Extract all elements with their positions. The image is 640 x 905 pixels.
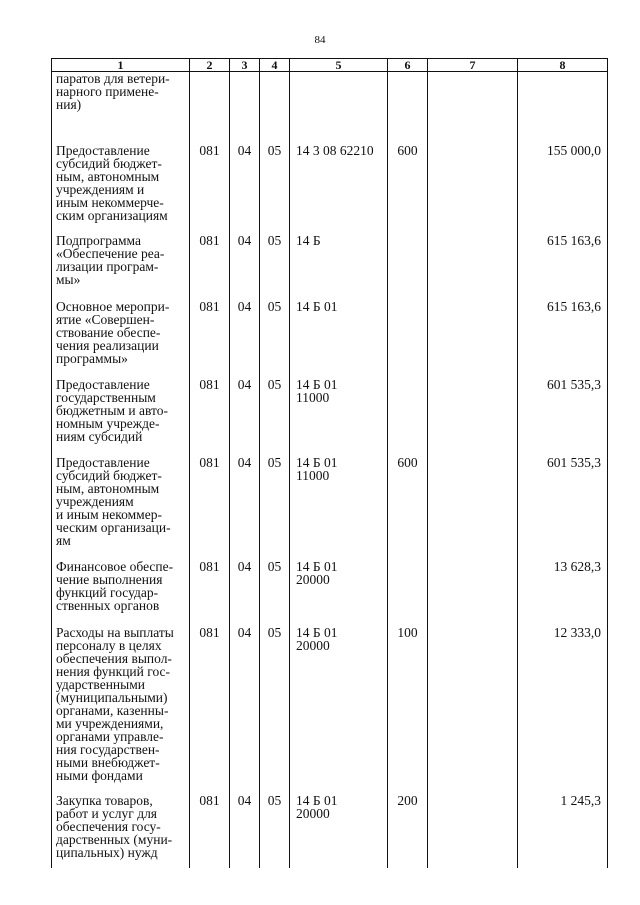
- amount: 615 163,6: [518, 300, 608, 378]
- subsection-code: [260, 72, 290, 144]
- subsection-code: 05: [260, 144, 290, 234]
- ministry-code: 081: [190, 378, 230, 456]
- amount: 601 535,3: [518, 456, 608, 560]
- ministry-code: 081: [190, 456, 230, 560]
- column-7-value: [428, 626, 518, 794]
- column-7-value: [428, 144, 518, 234]
- column-header: 3: [230, 59, 260, 72]
- expense-type-code: [388, 234, 428, 300]
- column-7-value: [428, 560, 518, 626]
- section-code: 04: [230, 144, 260, 234]
- table-row: [52, 144, 608, 234]
- subsection-code: 05: [260, 794, 290, 868]
- amount: [518, 72, 608, 144]
- table-row: [52, 560, 608, 626]
- expense-type-code: [388, 560, 428, 626]
- row-name: Основное меропри- ятие «Совершен- ствование обеспе- чения реализации программы»: [52, 300, 190, 378]
- amount: 601 535,3: [518, 378, 608, 456]
- budget-table: [51, 58, 608, 868]
- column-7-value: [428, 456, 518, 560]
- subsection-code: 05: [260, 456, 290, 560]
- ministry-code: [190, 72, 230, 144]
- column-header: 2: [190, 59, 230, 72]
- amount: 615 163,6: [518, 234, 608, 300]
- amount: 1 245,3: [518, 794, 608, 868]
- section-code: 04: [230, 794, 260, 868]
- table-row: [52, 626, 608, 794]
- expense-type-code: [388, 72, 428, 144]
- amount: 12 333,0: [518, 626, 608, 794]
- target-article-code: 14 Б 01 11000: [290, 378, 388, 456]
- column-header: 6: [388, 59, 428, 72]
- ministry-code: 081: [190, 300, 230, 378]
- subsection-code: 05: [260, 378, 290, 456]
- target-article-code: 14 Б 01 20000: [290, 560, 388, 626]
- column-7-value: [428, 234, 518, 300]
- column-header: 4: [260, 59, 290, 72]
- amount: 155 000,0: [518, 144, 608, 234]
- page-number: 84: [314, 34, 326, 46]
- column-7-value: [428, 794, 518, 868]
- column-header: 8: [518, 59, 608, 72]
- column-header: 5: [290, 59, 388, 72]
- target-article-code: 14 Б 01: [290, 300, 388, 378]
- target-article-code: 14 3 08 62210: [290, 144, 388, 234]
- ministry-code: 081: [190, 234, 230, 300]
- subsection-code: 05: [260, 560, 290, 626]
- ministry-code: 081: [190, 626, 230, 794]
- expense-type-code: 100: [388, 626, 428, 794]
- column-header: 1: [52, 59, 190, 72]
- section-code: 04: [230, 234, 260, 300]
- target-article-code: 14 Б 01 20000: [290, 626, 388, 794]
- expense-type-code: [388, 300, 428, 378]
- column-7-value: [428, 300, 518, 378]
- row-name: Предоставление государственным бюджетным и авто- номным учрежде- ниям субсидий: [52, 378, 190, 456]
- row-name: паратов для ветери- нарного примене- ния): [52, 72, 190, 144]
- table-row: [52, 456, 608, 560]
- subsection-code: 05: [260, 234, 290, 300]
- subsection-code: 05: [260, 300, 290, 378]
- ministry-code: 081: [190, 560, 230, 626]
- target-article-code: 14 Б: [290, 234, 388, 300]
- ministry-code: 081: [190, 794, 230, 868]
- row-name: Подпрограмма «Обеспечение реа- лизации програм- мы»: [52, 234, 190, 300]
- section-code: [230, 72, 260, 144]
- target-article-code: 14 Б 01 20000: [290, 794, 388, 868]
- expense-type-code: [388, 378, 428, 456]
- row-name: Финансовое обеспе- чение выполнения функций государ- ственных органов: [52, 560, 190, 626]
- row-name: Закупка товаров, работ и услуг для обеспечения госу- дарственных (муни- ципальных) нужд: [52, 794, 190, 868]
- section-code: 04: [230, 560, 260, 626]
- table-row: [52, 234, 608, 300]
- target-article-code: [290, 72, 388, 144]
- ministry-code: 081: [190, 144, 230, 234]
- row-name: Расходы на выплаты персоналу в целях обеспечения выпол- нения функций гос- ударственными (муниципальными) органами, казенны- ми учреждениями, органами управле- ния государствен- ными внебюджет- ными фондами: [52, 626, 190, 794]
- column-7-value: [428, 72, 518, 144]
- subsection-code: 05: [260, 626, 290, 794]
- table-row: [52, 794, 608, 868]
- table-row: [52, 300, 608, 378]
- expense-type-code: 600: [388, 456, 428, 560]
- section-code: 04: [230, 300, 260, 378]
- expense-type-code: 200: [388, 794, 428, 868]
- section-code: 04: [230, 456, 260, 560]
- expense-type-code: 600: [388, 144, 428, 234]
- section-code: 04: [230, 626, 260, 794]
- column-7-value: [428, 378, 518, 456]
- row-name: Предоставление субсидий бюджет- ным, автономным учреждениям и иным некоммер- ческим организаци- ям: [52, 456, 190, 560]
- section-code: 04: [230, 378, 260, 456]
- target-article-code: 14 Б 01 11000: [290, 456, 388, 560]
- table-row: [52, 72, 608, 144]
- column-header: 7: [428, 59, 518, 72]
- row-name: Предоставление субсидий бюджет- ным, автономным учреждениям и иным некоммерче- ским организациям: [52, 144, 190, 234]
- amount: 13 628,3: [518, 560, 608, 626]
- table-header-row: [52, 59, 608, 72]
- table-row: [52, 378, 608, 456]
